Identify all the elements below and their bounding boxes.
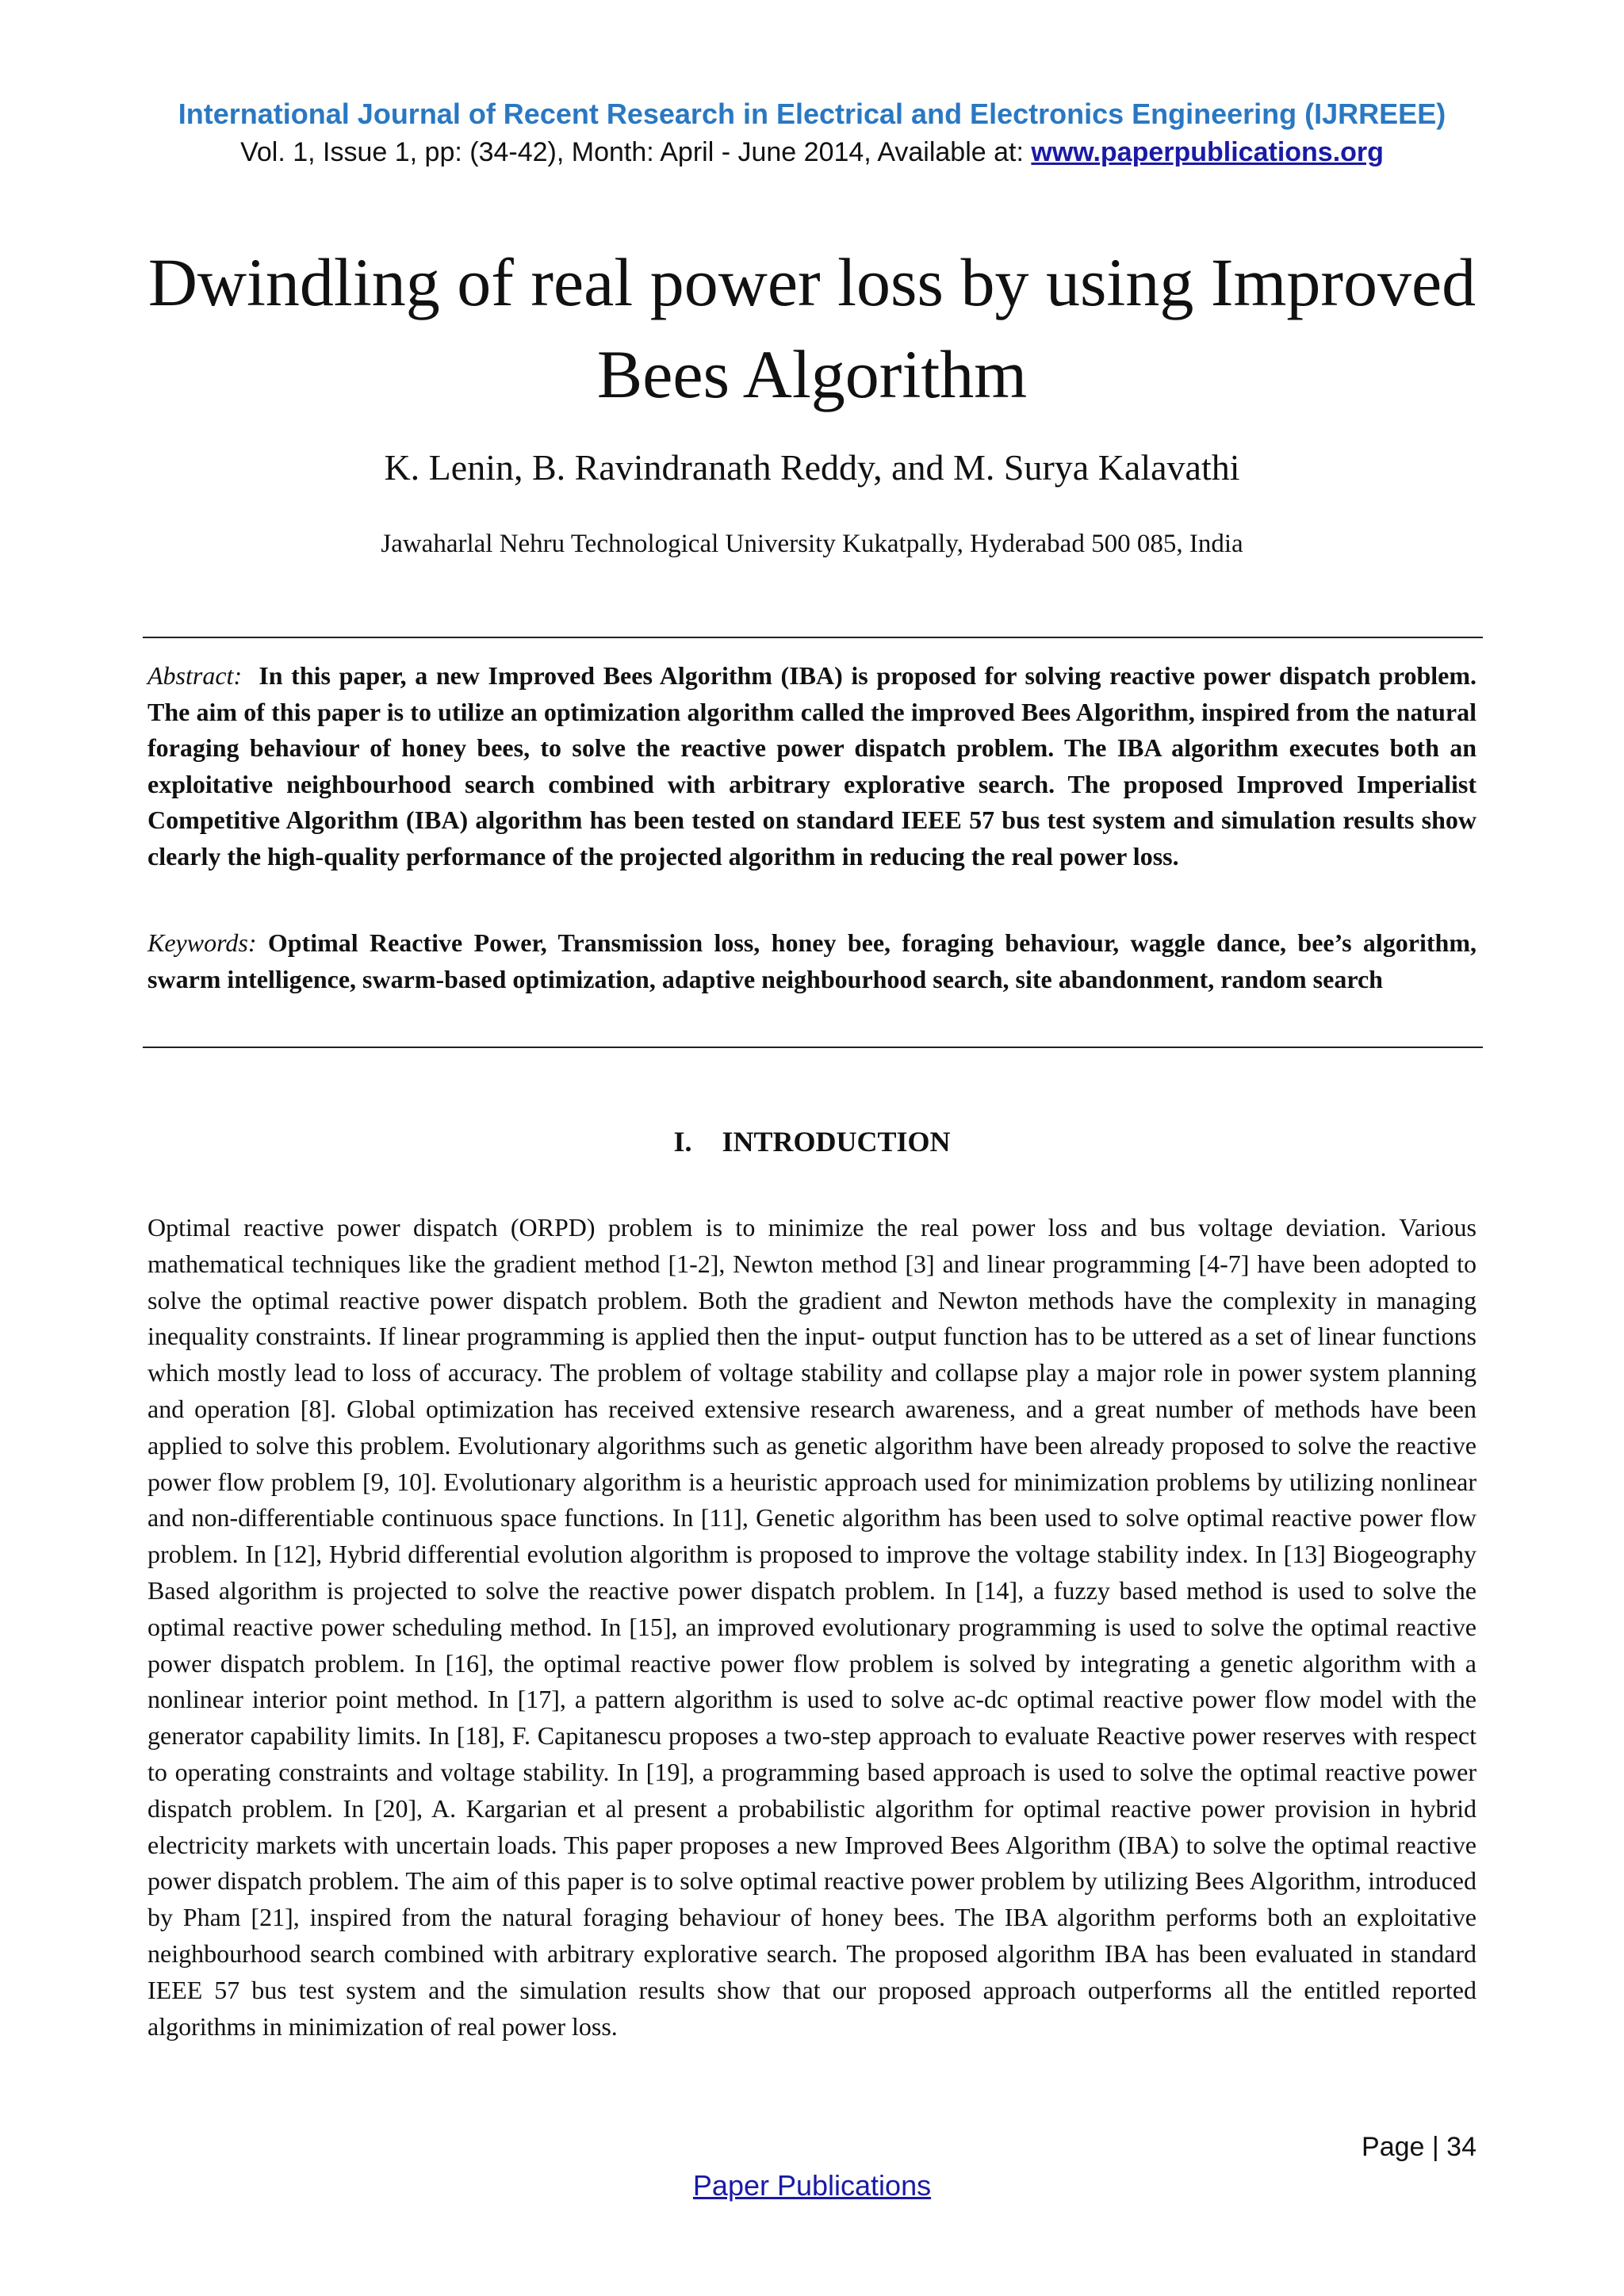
journal-header [0,95,1624,171]
affiliation: Jawaharlal Nehru Technological University Kukatpally, Hyderabad 500 085, India [381,530,1243,558]
section-heading [0,1123,1624,1161]
abstract-label: Abstract: [147,661,243,690]
abstract [147,658,1477,874]
publisher-link[interactable]: Paper Publications [692,2169,932,2202]
keywords-label: Keywords: [147,928,257,957]
issue-info-text: Vol. 1, Issue 1, pp: (34-42), Month: April - June 2014, Available at: [240,137,1032,167]
website-link[interactable]: www.paperpublications.org [1031,137,1384,167]
paper-title: Dwindling of real power loss by using Improved Bees Algorithm [147,244,1477,412]
section-number: I. [673,1126,692,1158]
authors: K. Lenin, B. Ravindranath Reddy, and M. Surya Kalavathi [384,447,1240,488]
keywords-text: Optimal Reactive Power, Transmission loss, honey bee, foraging behaviour, waggle dance, bee’s algorithm, swarm intelligence, swarm-based optimization, adaptive neighbourhood search, site abandonment, random search [147,928,1477,993]
keywords [147,925,1477,997]
page-number: Page | 34 [1362,2132,1477,2162]
top-divider [143,637,1483,638]
section-title: INTRODUCTION [722,1126,951,1158]
journal-name: International Journal of Recent Research in Electrical and Electronics Engineering (IJRREEE) [178,98,1446,130]
bottom-divider [143,1047,1483,1048]
introduction-body: Optimal reactive power dispatch (ORPD) problem is to minimize the real power loss and bus voltage deviation. Various mathematical techniques like the gradient method [1-2], Newton method [3] and linear programming [4-7] have been adopted to solve the optimal reactive power dispatch problem. Both the gradient and Newton methods have the complexity in managing inequality constraints. If linear programming is applied then the input- output function has to be uttered as a set of linear functions which mostly lead to loss of accuracy. The problem of voltage stability and collapse play a major role in power system planning and operation [8]. Global optimization has received extensive research awareness, and a great number of methods have been applied to solve this problem. Evolutionary algorithms such as genetic algorithm have been already proposed to solve the reactive power flow problem [9, 10]. Evolutionary algorithm is a heuristic approach used for minimization problems by utilizing nonlinear and non-differentiable continuous space functions. In [11], Genetic algorithm has been used to solve optimal reactive power flow problem. In [12], Hybrid differential evolution algorithm is proposed to improve the voltage stability index. In [13] Biogeography Based algorithm is projected to solve the reactive power dispatch problem. In [14], a fuzzy based method is used to solve the optimal reactive power scheduling method. In [15], an improved evolutionary programming is used to solve the optimal reactive power dispatch problem. In [16], the optimal reactive power flow problem is solved by integrating a genetic algorithm with a nonlinear interior point method. In [17], a pattern algorithm is used to solve ac-dc optimal reactive power flow model with the generator capability limits. In [18], F. Capitanescu proposes a two-step approach to evaluate Reactive power reserves with respect to operating constraints and voltage stability. In [19], a programming based approach is used to solve the optimal reactive power dispatch problem. In [20], A. Kargarian et al present a probabilistic algorithm for optimal reactive power provision in hybrid electricity markets with uncertain loads. This paper proposes a new Improved Bees Algorithm (IBA) to solve the optimal reactive power dispatch problem. The aim of this paper is to solve optimal reactive power problem by utilizing Bees Algorithm, introduced by Pham [21], inspired from the natural foraging behaviour of honey bees. The IBA algorithm performs both an exploitative neighbourhood search combined with arbitrary explorative search. The proposed algorithm IBA has been evaluated in standard IEEE 57 bus test system and the simulation results show that our proposed approach outperforms all the entitled reported algorithms in minimization of real power loss. [147,1213,1477,2041]
abstract-text: In this paper, a new Improved Bees Algorithm (IBA) is proposed for solving reactive power dispatch problem. The aim of this paper is to utilize an optimization algorithm called the improved Bees Algorithm, inspired from the natural foraging behaviour of honey bees, to solve the reactive power dispatch problem. The IBA algorithm executes both an exploitative neighbourhood search combined with arbitrary explorative search. The proposed Improved Imperialist Competitive Algorithm (IBA) algorithm has been tested on standard IEEE 57 bus test system and simulation results show clearly the high-quality performance of the projected algorithm in reducing the real power loss. [147,661,1477,871]
issue-info [0,133,1624,171]
